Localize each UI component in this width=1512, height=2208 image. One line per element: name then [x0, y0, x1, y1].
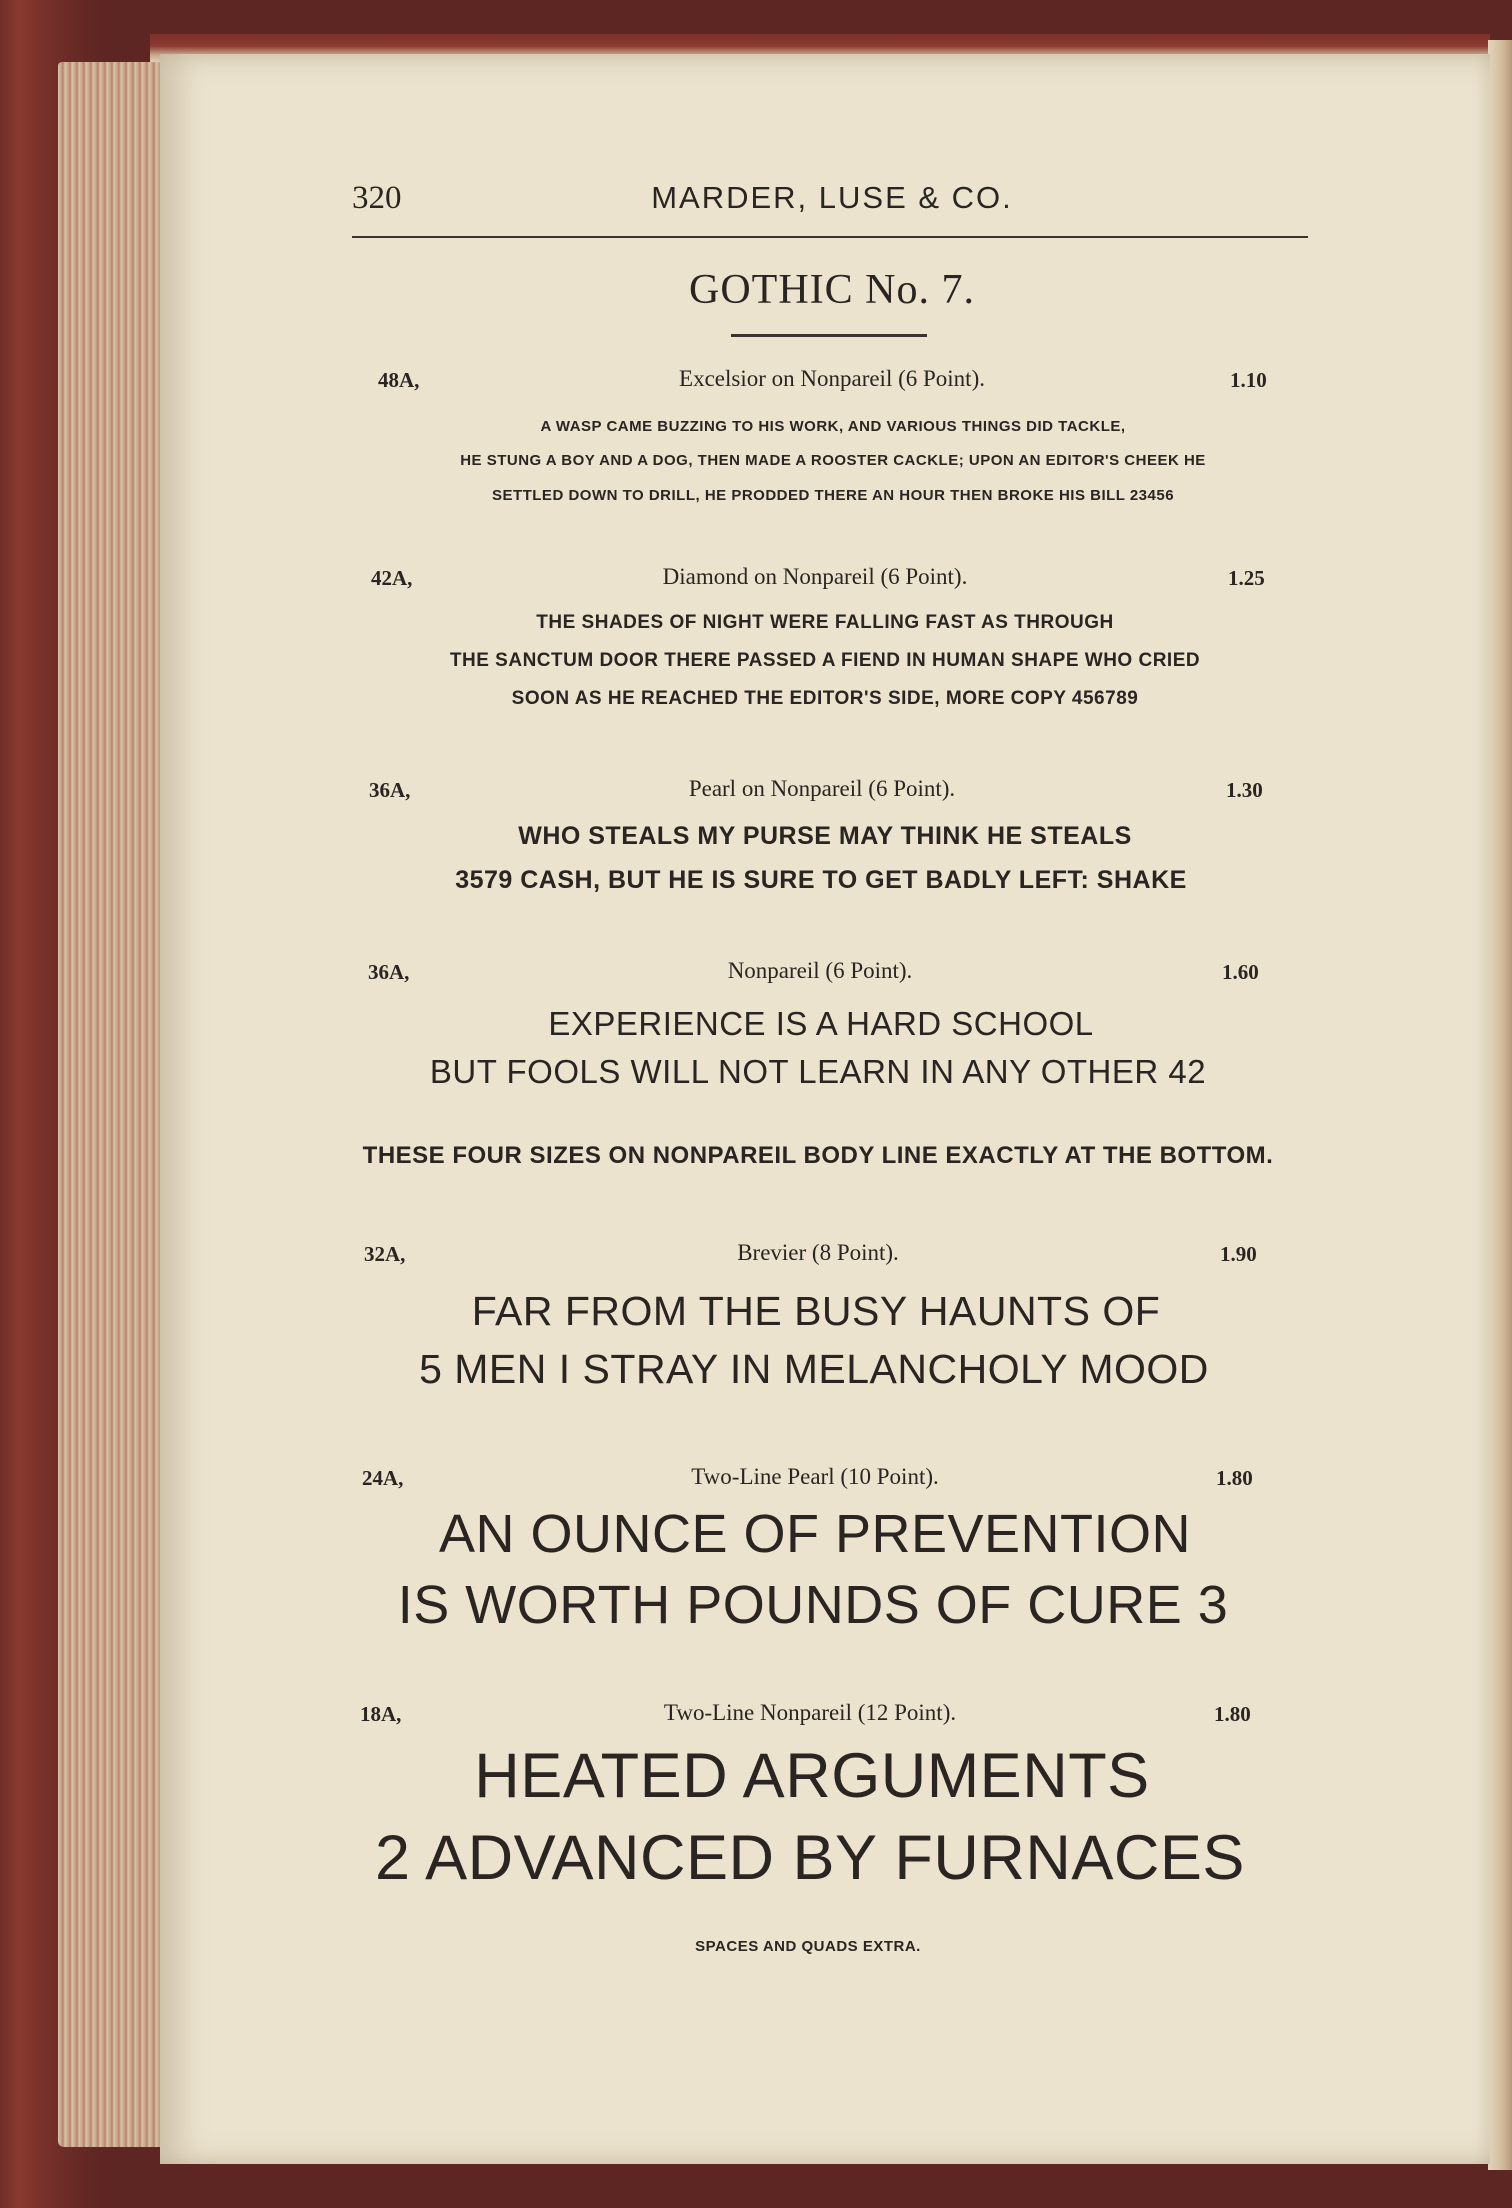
quantity: 18A,: [360, 1702, 402, 1726]
specimen-line: BUT FOOLS WILL NOT LEARN IN ANY OTHER 42: [429, 1053, 1207, 1090]
specimen-line: 5 MEN I STRAY IN MELANCHOLY MOOD: [419, 1346, 1209, 1392]
specimen-spec: Diamond on Nonpareil (6 Point).: [662, 564, 968, 589]
specimen-line: SOON AS HE REACHED THE EDITOR'S SIDE, MORE COPY 456789: [511, 688, 1139, 709]
header-rule: [352, 236, 1308, 238]
specimen-spec: Brevier (8 Point).: [737, 1240, 899, 1265]
specimen-line: HE STUNG A BOY AND A DOG, THEN MADE A ROOSTER CACKLE; UPON AN EDITOR'S CHEEK HE: [460, 452, 1206, 469]
specimen-line: FAR FROM THE BUSY HAUNTS OF: [471, 1288, 1161, 1334]
specimen-spec: Two-Line Pearl (10 Point).: [691, 1464, 939, 1489]
specimen-line: THE SANCTUM DOOR THERE PASSED A FIEND IN HUMAN SHAPE WHO CRIED: [449, 650, 1201, 671]
quantity: 36A,: [368, 960, 410, 984]
footer-note: SPACES AND QUADS EXTRA.: [695, 1938, 921, 1955]
specimen-line: EXPERIENCE IS A HARD SCHOOL: [548, 1005, 1094, 1042]
body-line-note: THESE FOUR SIZES ON NONPAREIL BODY LINE EXACTLY AT THE BOTTOM.: [362, 1142, 1274, 1169]
specimen-spec: Nonpareil (6 Point).: [727, 958, 913, 983]
specimen-line: THE SHADES OF NIGHT WERE FALLING FAST AS THROUGH: [536, 612, 1114, 633]
price: 1.30: [1226, 778, 1263, 802]
title-rule: [731, 334, 927, 337]
price: 1.90: [1220, 1242, 1257, 1266]
specimen-line: A WASP CAME BUZZING TO HIS WORK, AND VARIOUS THINGS DID TACKLE,: [540, 418, 1126, 435]
page-edges: [58, 62, 168, 2147]
price: 1.60: [1222, 960, 1259, 984]
specimen-line: AN OUNCE OF PREVENTION: [438, 1504, 1192, 1564]
quantity: 48A,: [378, 368, 420, 392]
price: 1.80: [1216, 1466, 1253, 1490]
running-header: MARDER, LUSE & CO.: [651, 180, 1013, 215]
specimen-line: HEATED ARGUMENTS: [474, 1741, 1150, 1811]
quantity: 42A,: [371, 566, 413, 590]
quantity: 24A,: [362, 1466, 404, 1490]
specimen-line: SETTLED DOWN TO DRILL, HE PRODDED THERE AN HOUR THEN BROKE HIS BILL 23456: [491, 487, 1175, 504]
price: 1.25: [1228, 566, 1265, 590]
price: 1.10: [1230, 368, 1267, 392]
page-title: GOTHIC No. 7.: [689, 267, 975, 313]
quantity: 36A,: [369, 778, 411, 802]
price: 1.80: [1214, 1702, 1251, 1726]
specimen-line: WHO STEALS MY PURSE MAY THINK HE STEALS: [518, 822, 1132, 850]
specimen-line: 3579 CASH, BUT HE IS SURE TO GET BADLY LEFT: SHAKE: [455, 866, 1187, 894]
specimen-spec: Two-Line Nonpareil (12 Point).: [663, 1700, 957, 1725]
quantity: 32A,: [364, 1242, 406, 1266]
specimen-spec: Excelsior on Nonpareil (6 Point).: [679, 366, 985, 391]
specimen-spec: Pearl on Nonpareil (6 Point).: [688, 776, 956, 801]
page-number: 320: [352, 180, 402, 216]
page-right-edge: [1488, 40, 1512, 2170]
specimen-line: IS WORTH POUNDS OF CURE 3: [397, 1575, 1229, 1635]
specimen-line: 2 ADVANCED BY FURNACES: [375, 1823, 1245, 1893]
